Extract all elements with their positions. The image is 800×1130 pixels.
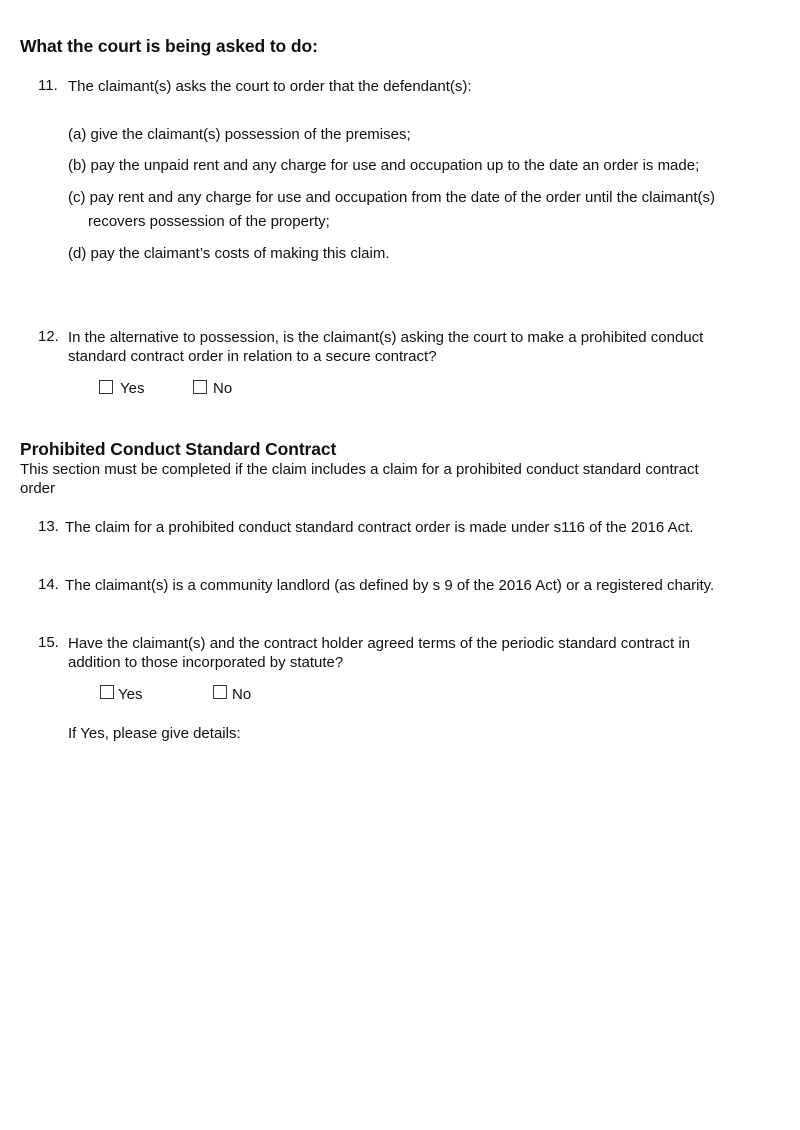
question-12-number: 12. xyxy=(38,328,59,345)
question-13-text: The claim for a prohibited conduct standard contract order is made under s116 of the 2016 Act. xyxy=(65,519,694,536)
question-11-number: 11. xyxy=(38,77,58,94)
order-item-a: (a) give the claimant(s) possession of the premises; xyxy=(68,126,411,143)
question-15-text-line1: Have the claimant(s) and the contract holder agreed terms of the periodic standard contract in xyxy=(68,635,690,652)
question-14-number: 14. xyxy=(38,576,59,593)
q12-no-checkbox[interactable] xyxy=(193,380,207,394)
question-13-number: 13. xyxy=(38,518,59,535)
order-item-c: (c) pay rent and any charge for use and occupation from the date of the order until the claimant(s) xyxy=(68,189,716,206)
q12-no-label: No xyxy=(213,380,233,397)
q15-details-area[interactable] xyxy=(68,750,768,1090)
question-11-text: The claimant(s) asks the court to order that the defendant(s): xyxy=(68,78,472,95)
q12-yes-checkbox[interactable] xyxy=(99,380,113,394)
question-12-text-line1: In the alternative to possession, is the claimant(s) asking the court to make a prohibited conduct xyxy=(68,329,704,346)
q15-no-checkbox[interactable] xyxy=(213,685,227,699)
q15-yes-label: Yes xyxy=(118,686,143,703)
order-item-c-continued: recovers possession of the property; xyxy=(88,213,330,230)
q12-yes-label: Yes xyxy=(120,380,145,397)
section-intro-line2: order xyxy=(20,480,56,497)
order-item-d: (d) pay the claimant’s costs of making this claim. xyxy=(68,245,390,262)
section-heading-court-order: What the court is being asked to do: xyxy=(20,36,318,56)
section-intro-line1: This section must be completed if the claim includes a claim for a prohibited conduct standard contract xyxy=(20,461,699,478)
q15-details-label: If Yes, please give details: xyxy=(68,725,241,742)
order-item-b: (b) pay the unpaid rent and any charge for use and occupation up to the date an order is made; xyxy=(68,157,700,174)
question-14-text: The claimant(s) is a community landlord (as defined by s 9 of the 2016 Act) or a registered charity. xyxy=(65,577,715,594)
section-heading-prohibited-conduct: Prohibited Conduct Standard Contract xyxy=(20,439,337,459)
question-15-number: 15. xyxy=(38,634,59,651)
question-15-text-line2: addition to those incorporated by statute? xyxy=(68,654,344,671)
question-12-text-line2: standard contract order in relation to a secure contract? xyxy=(68,348,437,365)
q15-no-label: No xyxy=(232,686,252,703)
q15-yes-checkbox[interactable] xyxy=(100,685,114,699)
